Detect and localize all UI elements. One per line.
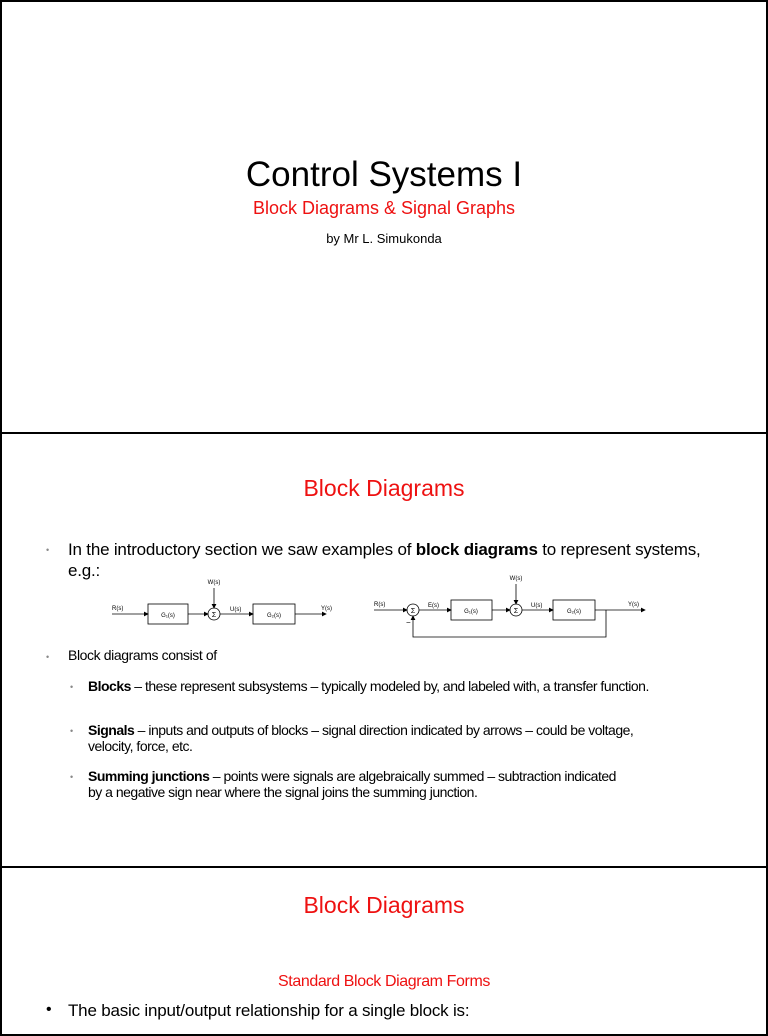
- list-item-signals: [88, 722, 633, 738]
- label-block2: G₂(s): [267, 613, 281, 619]
- intro-bold: block diagrams: [415, 540, 538, 559]
- label-mid: U(s): [531, 603, 543, 609]
- slide-title: Control Systems I: [245, 155, 523, 194]
- standard-forms-slide: [0, 866, 768, 1036]
- sum-symbol-icon: Σ: [410, 608, 416, 615]
- term-blocks: Blocks: [88, 678, 131, 694]
- bullet-dot-icon: •: [70, 726, 74, 736]
- block-diagrams-slide: [0, 432, 768, 868]
- intro-pre: In the introductory section we saw examples of: [68, 540, 416, 559]
- label-minus: −: [406, 618, 411, 627]
- intro-eg: e.g.:: [68, 561, 101, 580]
- bullet-dot-icon: •: [46, 545, 50, 555]
- sum-symbol-icon: Σ: [513, 608, 519, 615]
- label-output: Y(s): [321, 606, 332, 612]
- slide-author: by Mr L. Simukonda: [326, 231, 442, 246]
- label-disturbance: W(s): [509, 576, 523, 582]
- label-block1: G₁(s): [161, 613, 175, 619]
- consist-text: Block diagrams consist of: [68, 647, 217, 663]
- bullet-dot-icon: •: [70, 682, 74, 692]
- list-item-blocks: [88, 678, 649, 694]
- slide-subtitle: Block Diagrams & Signal Graphs: [252, 198, 516, 218]
- intro-text: [68, 540, 701, 560]
- desc-summing-line2: by a negative sign near where the signal joins the summing junction.: [88, 784, 478, 800]
- slide-heading: Block Diagrams: [303, 475, 465, 501]
- bullet-dot-icon: •: [70, 772, 74, 782]
- basic-relationship-text: The basic input/output relationship for a single block is:: [68, 1001, 470, 1020]
- label-block1: G₁(s): [464, 609, 478, 615]
- label-input: R(s): [112, 606, 124, 612]
- label-disturbance: W(s): [207, 580, 221, 586]
- label-output: Y(s): [628, 602, 639, 608]
- list-item-summing: [88, 768, 616, 784]
- title-slide: [0, 0, 768, 434]
- desc-summing: – points were signals are algebraically summed – subtraction indicated: [209, 768, 616, 784]
- open-loop-block-diagram: [102, 574, 342, 634]
- bullet-dot-icon: •: [46, 652, 50, 662]
- label-input: R(s): [374, 602, 386, 608]
- section-title: Standard Block Diagram Forms: [278, 973, 490, 990]
- closed-loop-block-diagram: [370, 570, 660, 645]
- term-signals: Signals: [88, 722, 135, 738]
- term-summing: Summing junctions: [88, 768, 210, 784]
- desc-signals-line2: velocity, force, etc.: [88, 738, 193, 754]
- intro-post: to represent systems,: [537, 540, 701, 559]
- label-error: E(s): [428, 603, 439, 609]
- label-mid: U(s): [230, 607, 242, 613]
- slide-heading: Block Diagrams: [303, 892, 465, 918]
- desc-signals: – inputs and outputs of blocks – signal direction indicated by arrows – could be voltage,: [134, 722, 634, 738]
- sum-symbol-icon: Σ: [211, 612, 217, 619]
- label-block2: G₂(s): [567, 609, 581, 615]
- bullet-dot-icon: •: [46, 1001, 52, 1018]
- desc-blocks: – these represent subsystems – typically modeled by, and labeled with, a transfer function.: [130, 678, 649, 694]
